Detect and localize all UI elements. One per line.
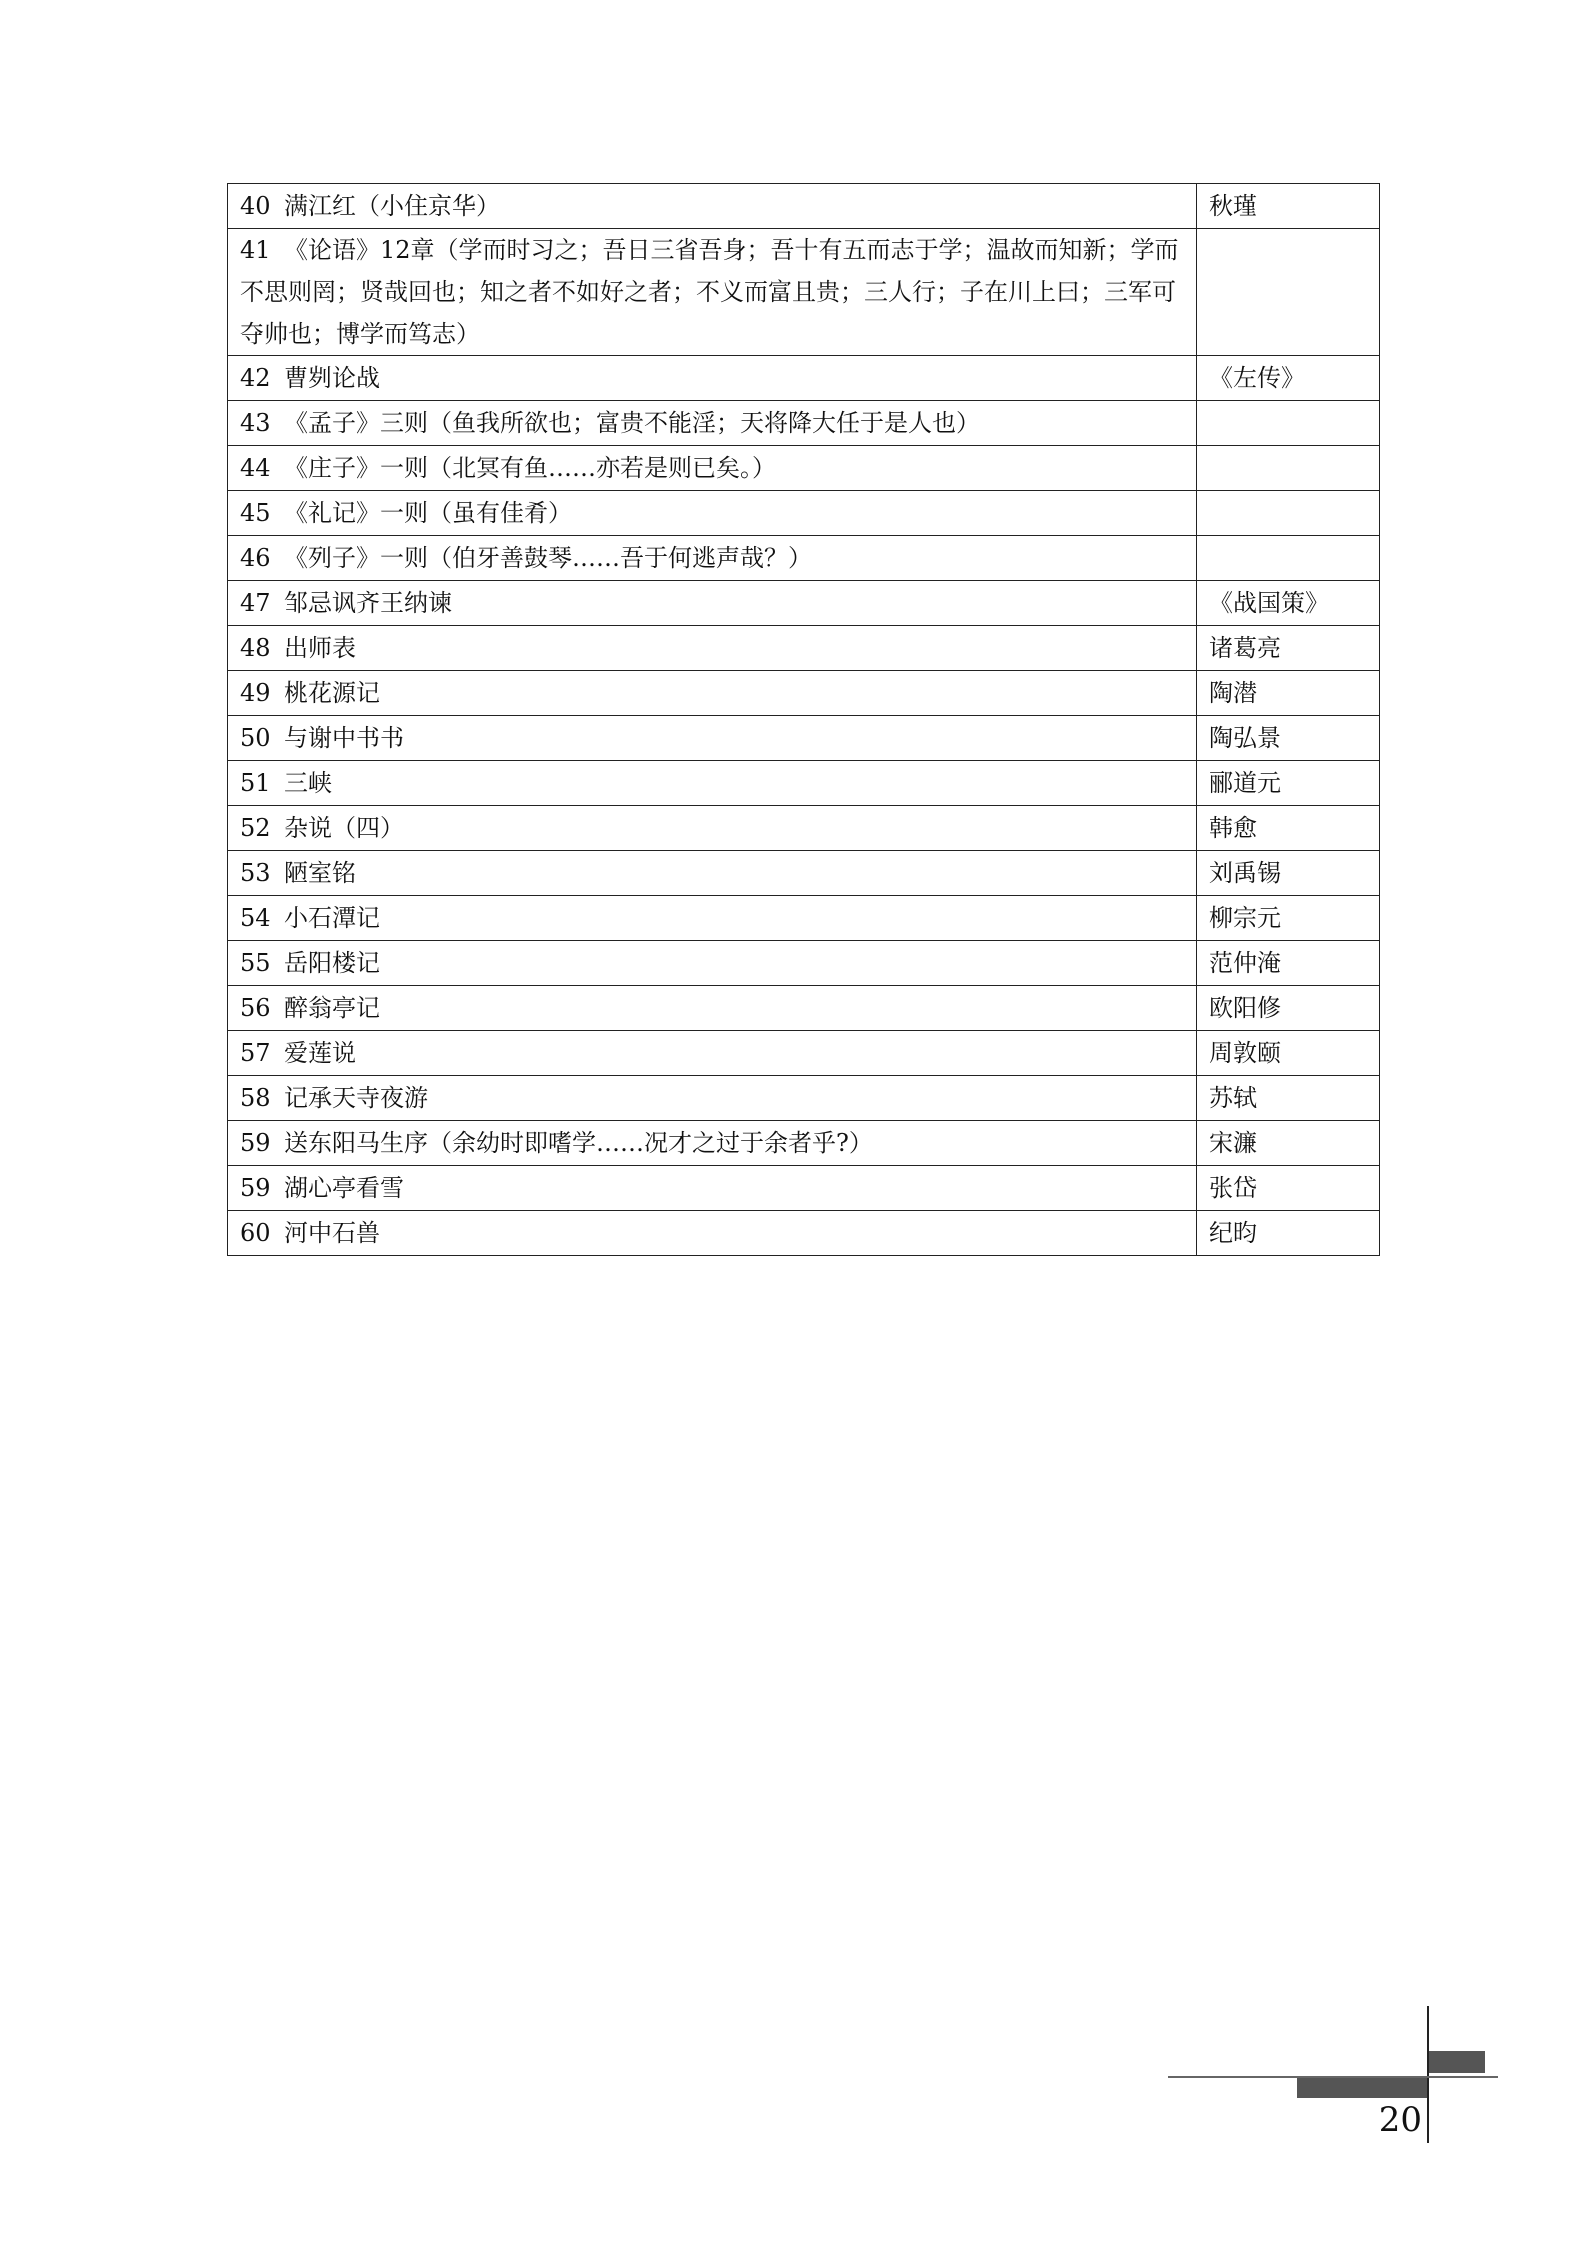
reading-list-table bbox=[227, 183, 1380, 1256]
table-row bbox=[228, 491, 1380, 536]
author-cell: 欧阳修 bbox=[1197, 986, 1380, 1031]
author-cell: 《左传》 bbox=[1197, 356, 1380, 401]
row-number: 53 bbox=[240, 859, 271, 887]
author-cell: 纪昀 bbox=[1197, 1211, 1380, 1256]
author-cell bbox=[1197, 401, 1380, 446]
title-cell bbox=[228, 184, 1197, 229]
table-row bbox=[228, 1121, 1380, 1166]
author-cell: 韩愈 bbox=[1197, 806, 1380, 851]
table-row bbox=[228, 184, 1380, 229]
work-title: 河中石兽 bbox=[284, 1219, 380, 1247]
work-title: 送东阳马生序（余幼时即嗜学……况才之过于余者乎?） bbox=[284, 1129, 873, 1157]
title-cell bbox=[228, 626, 1197, 671]
work-title: 《庄子》一则（北冥有鱼……亦若是则已矣。） bbox=[284, 454, 776, 482]
author-cell: 柳宗元 bbox=[1197, 896, 1380, 941]
table-row bbox=[228, 626, 1380, 671]
row-number: 50 bbox=[240, 724, 271, 752]
title-cell bbox=[228, 806, 1197, 851]
table-row bbox=[228, 581, 1380, 626]
work-title: 《礼记》一则（虽有佳肴） bbox=[284, 499, 572, 527]
title-cell bbox=[228, 1211, 1197, 1256]
row-number: 59 bbox=[240, 1129, 271, 1157]
author-cell: 郦道元 bbox=[1197, 761, 1380, 806]
title-cell bbox=[228, 491, 1197, 536]
title-cell bbox=[228, 1031, 1197, 1076]
title-cell bbox=[228, 896, 1197, 941]
table-row bbox=[228, 401, 1380, 446]
work-title: 邹忌讽齐王纳谏 bbox=[284, 589, 452, 617]
title-cell bbox=[228, 671, 1197, 716]
author-cell: 周敦颐 bbox=[1197, 1031, 1380, 1076]
table-row bbox=[228, 941, 1380, 986]
row-number: 47 bbox=[240, 589, 271, 617]
row-number: 43 bbox=[240, 409, 271, 437]
table-row bbox=[228, 356, 1380, 401]
title-cell bbox=[228, 401, 1197, 446]
work-title: 醉翁亭记 bbox=[284, 994, 380, 1022]
footer-decor-bar-right bbox=[1429, 2051, 1485, 2073]
title-cell bbox=[228, 1076, 1197, 1121]
table-row bbox=[228, 761, 1380, 806]
title-cell bbox=[228, 1121, 1197, 1166]
author-cell: 诸葛亮 bbox=[1197, 626, 1380, 671]
author-cell bbox=[1197, 446, 1380, 491]
title-cell bbox=[228, 536, 1197, 581]
work-title: 湖心亭看雪 bbox=[284, 1174, 404, 1202]
table-row bbox=[228, 851, 1380, 896]
work-title: 曹刿论战 bbox=[284, 364, 380, 392]
row-number: 55 bbox=[240, 949, 271, 977]
title-cell bbox=[228, 1166, 1197, 1211]
work-title: 杂说（四） bbox=[284, 814, 404, 842]
row-number: 54 bbox=[240, 904, 271, 932]
table-body bbox=[228, 184, 1380, 1256]
work-title: 爱莲说 bbox=[284, 1039, 356, 1067]
title-cell bbox=[228, 986, 1197, 1031]
title-cell bbox=[228, 851, 1197, 896]
author-cell bbox=[1197, 229, 1380, 356]
title-cell bbox=[228, 761, 1197, 806]
row-number: 59 bbox=[240, 1174, 271, 1202]
table-row bbox=[228, 1076, 1380, 1121]
footer-decor-bar-left bbox=[1297, 2078, 1427, 2098]
author-cell: 宋濂 bbox=[1197, 1121, 1380, 1166]
title-cell bbox=[228, 581, 1197, 626]
row-number: 49 bbox=[240, 679, 271, 707]
page-number: 20 bbox=[1378, 2100, 1422, 2140]
author-cell: 苏轼 bbox=[1197, 1076, 1380, 1121]
table-row bbox=[228, 671, 1380, 716]
author-cell: 刘禹锡 bbox=[1197, 851, 1380, 896]
work-title: 桃花源记 bbox=[284, 679, 380, 707]
row-number: 51 bbox=[240, 769, 271, 797]
work-title: 小石潭记 bbox=[284, 904, 380, 932]
author-cell: 陶弘景 bbox=[1197, 716, 1380, 761]
title-cell bbox=[228, 229, 1197, 356]
work-title: 岳阳楼记 bbox=[284, 949, 380, 977]
row-number: 44 bbox=[240, 454, 271, 482]
title-cell bbox=[228, 356, 1197, 401]
row-number: 57 bbox=[240, 1039, 271, 1067]
table-row bbox=[228, 1031, 1380, 1076]
author-cell: 张岱 bbox=[1197, 1166, 1380, 1211]
work-title: 三峡 bbox=[284, 769, 332, 797]
work-title: 《孟子》三则（鱼我所欲也；富贵不能淫；天将降大任于是人也） bbox=[284, 409, 980, 437]
row-number: 40 bbox=[240, 192, 271, 220]
work-title: 陋室铭 bbox=[284, 859, 356, 887]
table-row bbox=[228, 229, 1380, 356]
work-title: 《论语》12章（学而时习之；吾日三省吾身；吾十有五而志于学；温故而知新；学而不思则罔；贤哉回也；知之者不如好之者；不义而富且贵；三人行；子在川上曰；三军可夺帅也；博学而笃志） bbox=[240, 236, 1179, 348]
table-row bbox=[228, 716, 1380, 761]
table-row bbox=[228, 986, 1380, 1031]
table-row bbox=[228, 896, 1380, 941]
row-number: 52 bbox=[240, 814, 271, 842]
author-cell: 《战国策》 bbox=[1197, 581, 1380, 626]
work-title: 记承天寺夜游 bbox=[284, 1084, 428, 1112]
row-number: 60 bbox=[240, 1219, 271, 1247]
work-title: 满江红（小住京华） bbox=[284, 192, 500, 220]
work-title: 出师表 bbox=[284, 634, 356, 662]
row-number: 46 bbox=[240, 544, 271, 572]
row-number: 56 bbox=[240, 994, 271, 1022]
row-number: 58 bbox=[240, 1084, 271, 1112]
footer-vertical-rule bbox=[1427, 2006, 1429, 2143]
author-cell bbox=[1197, 536, 1380, 581]
work-title: 与谢中书书 bbox=[284, 724, 404, 752]
title-cell bbox=[228, 716, 1197, 761]
author-cell: 陶潜 bbox=[1197, 671, 1380, 716]
author-cell bbox=[1197, 491, 1380, 536]
title-cell bbox=[228, 941, 1197, 986]
table-row bbox=[228, 806, 1380, 851]
author-cell: 范仲淹 bbox=[1197, 941, 1380, 986]
table-row bbox=[228, 1211, 1380, 1256]
title-cell bbox=[228, 446, 1197, 491]
row-number: 48 bbox=[240, 634, 271, 662]
table-row bbox=[228, 536, 1380, 581]
table-row bbox=[228, 1166, 1380, 1211]
table-row bbox=[228, 446, 1380, 491]
work-title: 《列子》一则（伯牙善鼓琴……吾于何逃声哉？） bbox=[284, 544, 812, 572]
row-number: 41 bbox=[240, 236, 271, 264]
row-number: 42 bbox=[240, 364, 271, 392]
row-number: 45 bbox=[240, 499, 271, 527]
author-cell: 秋瑾 bbox=[1197, 184, 1380, 229]
